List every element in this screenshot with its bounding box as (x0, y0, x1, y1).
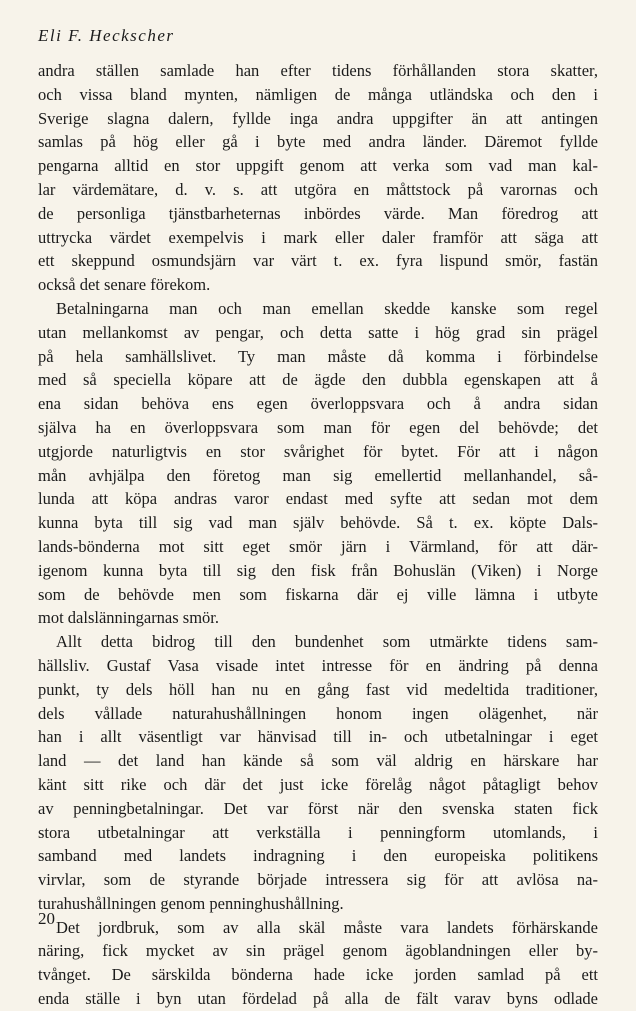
text-line: mot dalslänningarnas smör. (38, 608, 220, 628)
text-line: igenom kunna byta till sig den fisk från Bohuslän (Viken) i Norge (38, 560, 598, 580)
text-line: ena sidan behöva ens egen överloppsvara och å andra sidan (38, 394, 598, 414)
text-line: kunna byta till sig vad man själv behövde. Så t. ex. köpte Dals- (38, 513, 598, 533)
text-line: lunda att köpa andras varor endast med syfte att sedan mot dem (38, 489, 598, 509)
text-line: han i allt väsentligt var hänvisad till in- och utbetalningar i eget (38, 727, 598, 747)
text-line: lands-bönderna mot sitt eget smör järn i Värmland, för att där- (38, 536, 598, 556)
text-line: Allt detta bidrog till den bundenhet som utmärkte tidens sam- (56, 632, 598, 652)
text-line: och vissa bland mynten, nämligen de många utländska och den i (38, 84, 598, 104)
page-number: 20 (38, 909, 55, 928)
text-line: känt sitt rike och där det just icke förelåg något påtagligt behov (38, 774, 598, 794)
text-line: utan mellankomst av pengar, och detta satte i hög grad sin prägel (38, 322, 598, 342)
text-line: de personliga tjänstbarheternas inbördes värde. Man föredrog att (38, 203, 598, 223)
text-line: mån avhjälpa den företog man sig emellertid mellanhandel, så- (38, 465, 598, 485)
text-line: utgjorde naturligtvis en stor svårighet för bytet. För att i någon (38, 441, 598, 461)
text-line: enda ställe i byn utan fördelad på alla de fält varav byns odlade (38, 989, 598, 1009)
text-line: Sverige slagna dalern, fyllde inga andra uppgifter än att antingen (38, 108, 598, 128)
text-line: punkt, ty dels höll han nu en gång fast vid medeltida traditioner, (38, 679, 598, 699)
text-line: som de behövde men som fiskarna där ej ville lämna i utbyte (38, 584, 598, 604)
text-line: lar värdemätare, d. v. s. att utgöra en måttstock på varornas och (38, 179, 598, 199)
text-line: själva ha en överloppsvara som man för egen del behövde; det (38, 417, 598, 437)
text-line: samlas på hög eller gå i byte med andra länder. Däremot fyllde (38, 132, 598, 152)
text-line: dels vållade naturahushållningen honom ingen olägenhet, när (38, 703, 598, 723)
text-line: tvånget. De särskilda bönderna hade icke jorden samlad på ett (38, 965, 598, 985)
text-line: med så speciella köpare att de ägde den dubbla egenskapen att å (38, 370, 598, 390)
text-line: land — det land han kände så som väl aldrig en härskare har (38, 751, 598, 771)
text-line: uttrycka värdet exempelvis i mark eller daler framför att säga att (38, 227, 598, 247)
body-text (38, 59, 598, 1011)
text-line: turahushållningen genom penninghushållning. (38, 893, 344, 913)
text-line: Betalningarna man och man emellan skedde kanske som regel (56, 298, 598, 318)
text-line: näring, fick mycket av sin prägel genom ägoblandningen eller by- (38, 941, 598, 961)
text-line: Det jordbruk, som av alla skäl måste vara landets förhärskande (56, 917, 598, 937)
book-page (38, 26, 598, 1009)
text-line: också det senare förekom. (38, 275, 211, 295)
text-line: samband med landets indragning i den europeiska politikens (38, 846, 598, 866)
running-head: Eli F. Heckscher (38, 26, 175, 45)
text-line: hällsliv. Gustaf Vasa visade intet intresse för en ändring på denna (38, 655, 598, 675)
text-line: av penningbetalningar. Det var först när den svenska staten fick (38, 798, 598, 818)
text-line: virvlar, som de styrande började intressera sig för att avlösa na- (38, 870, 598, 890)
text-line: andra ställen samlade han efter tidens förhållanden stora skatter, (38, 61, 598, 80)
text-line: pengarna alltid en stor uppgift genom att verka som vad man kal- (38, 156, 598, 176)
text-line: stora utbetalningar att verkställa i penningform utomlands, i (38, 822, 598, 842)
text-line: på hela samhällslivet. Ty man måste då komma i förbindelse (38, 346, 598, 366)
text-line: ett skeppund osmundsjärn var värt t. ex. fyra lispund smör, fastän (38, 251, 598, 271)
